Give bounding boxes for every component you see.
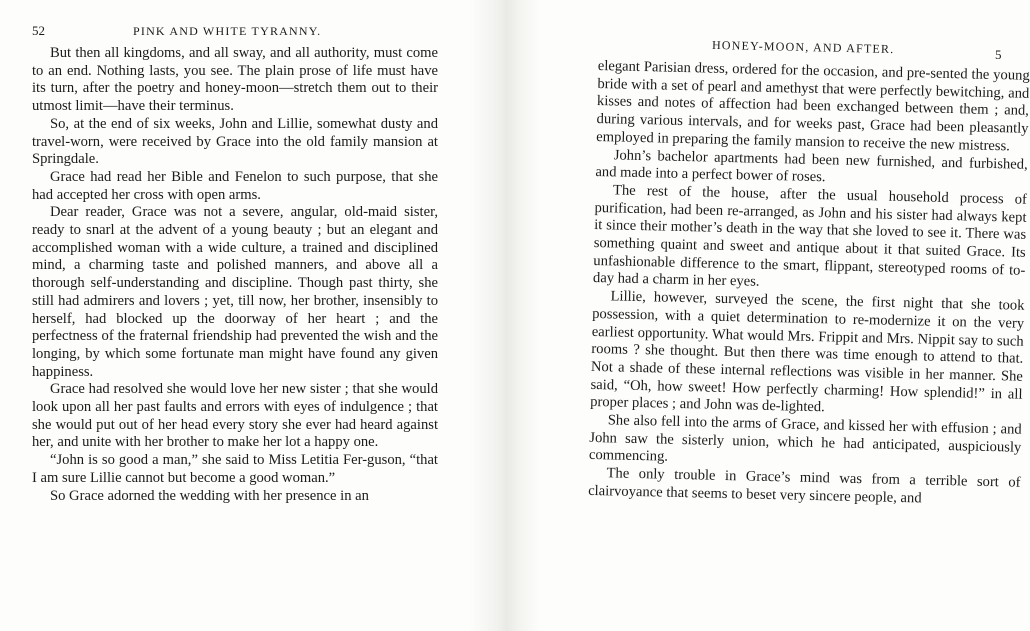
paragraph: Grace had read her Bible and Fenelon to such purpose, that she had accepted her cross with open arms.	[32, 168, 438, 203]
body-text	[588, 58, 1030, 510]
running-head: PINK AND WHITE TYRANNY.	[133, 24, 322, 38]
paragraph: So, at the end of six weeks, John and Lillie, somewhat dusty and travel-worn, were received by Grace into the old family mansion at Springdale.	[32, 115, 438, 168]
paragraph: So Grace adorned the wedding with her presence in an	[50, 487, 369, 504]
paragraph: Dear reader, Grace was not a severe, angular, old-maid sister, ready to snarl at the advent of a young beauty ; but an elegant and accomplished woman with a wide culture, a trained and disciplined mind, a charming taste and polished manners, and above all a thorough self-understanding and discipline. Though past thirty, she still had admirers and lovers ; yet, till now, her brother, insensibly to herself, had blocked up the doorway of her heart ; and the perfectness of the fraternal friendship had prevented the wish and the longing, by which some fortunate man might have found any given happiness.	[32, 204, 438, 380]
paragraph: The rest of the house, after the usual household process of purification, had been re-arranged, as John and his sister had always kept it since their mother’s death in the way that she loved to see it. There was something quaint and sweet and antique about it that suited Grace. Its unfashionable difference to the smart, flippant, stereotyped rooms of to-day had a charm in her eyes.	[592, 182, 1028, 291]
page-number: 5	[995, 47, 1002, 62]
paragraph: The only trouble in Grace’s mind was from a terrible sort of clairvoyance that seems to beset very sincere people, and	[587, 465, 1021, 507]
left-page	[0, 0, 470, 631]
page-number: 52	[32, 23, 45, 38]
paragraph: elegant Parisian dress, ordered for the occasion, and pre-sented the young bride with a set of pearl and amethyst that were perfectly bewitching, and kisses and notes of affection had been exchanged between them ; and, during various intervals, and for weeks past, Grace had been pleasantly employed in preparing the family mansion to receive the new mistress.	[596, 58, 1030, 155]
paragraph: John’s bachelor apartments had been new furnished, and furbished, and made into a perfect bower of roses.	[595, 146, 1028, 186]
paragraph: Grace had resolved she would love her new sister ; that she would look upon all her past faults and errors with eyes of indulgence ; that she would put out of her head every story she ever had heard against her, and unite with her brother to make her lot a happy one.	[32, 381, 438, 451]
book-gutter	[470, 0, 540, 631]
paragraph: But then all kingdoms, and all sway, and all authority, must come to an end. Nothing lasts, you see. The plain prose of life must have its turn, after the poetry and honey-moon—stretch them out to their utmost limit—have their terminus.	[32, 45, 438, 115]
body-text	[32, 45, 438, 505]
right-page	[540, 0, 1030, 631]
paragraph: She also fell into the arms of Grace, and kissed her with effusion ; and John saw the sisterly union, which he had anticipated, auspiciously commencing.	[588, 412, 1022, 466]
paragraph: Lillie, however, surveyed the scene, the first night that she took possession, with a quiet determination to re-modernize it on the very earliest opportunity. What would Mrs. Frippit and Mrs. Nippit say to such rooms ? she thought. But then there was time enough to attend to that. Not a shade of these internal reflections was visible in her manner. She said, “Oh, how sweet! How perfectly charming! How splendid!” in all proper places ; and John was de-lighted.	[590, 288, 1025, 416]
running-head: HONEY-MOON, AND AFTER.	[711, 37, 895, 57]
paragraph: “John is so good a man,” she said to Miss Letitia Fer-guson, “that I am sure Lillie cannot but become a good woman.”	[32, 452, 438, 486]
